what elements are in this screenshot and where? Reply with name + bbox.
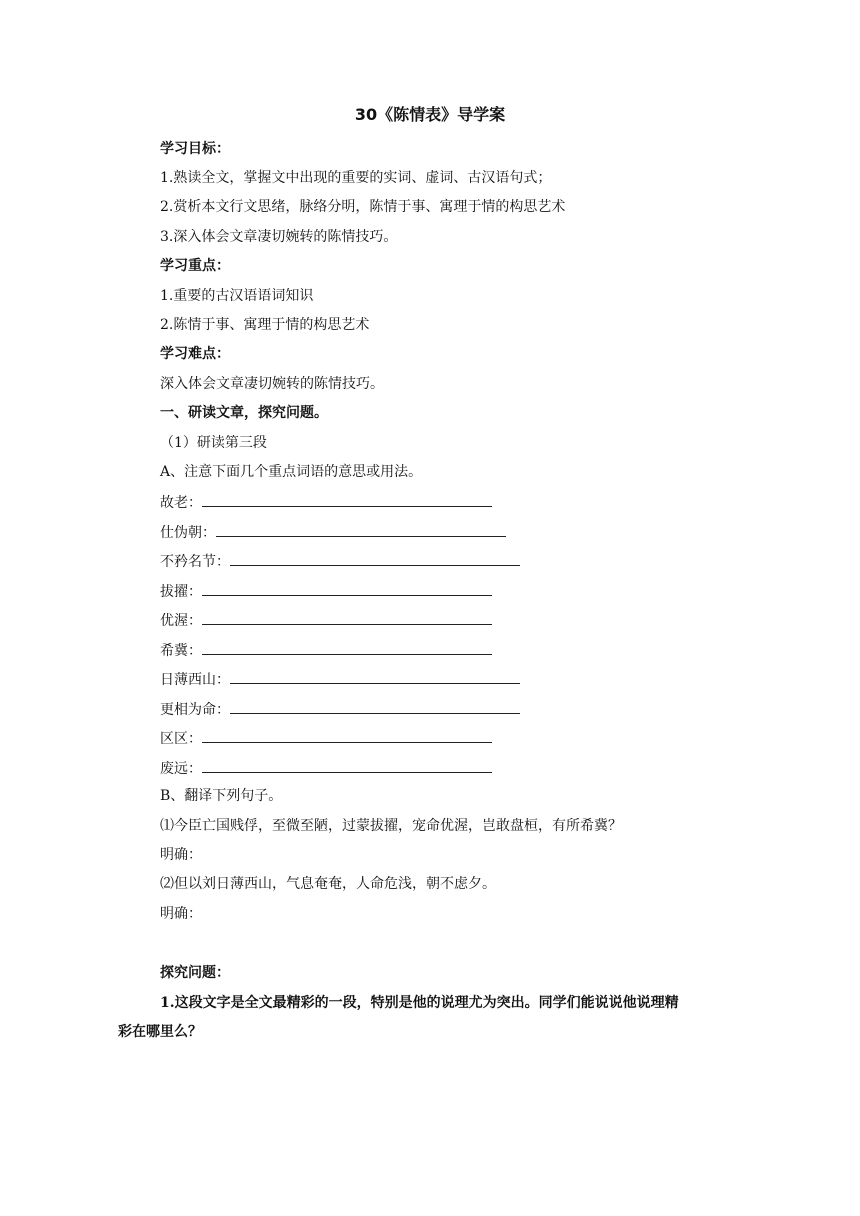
vocab-item — [160, 551, 520, 571]
vocab-item — [160, 522, 506, 542]
explore-heading: 探究问题： — [160, 965, 230, 981]
answer-blank[interactable] — [230, 551, 520, 566]
answer-blank[interactable] — [216, 522, 506, 537]
vocab-label: 区区： — [160, 731, 202, 747]
vocab-item — [160, 640, 492, 660]
vocab-item — [160, 669, 520, 689]
vocab-label: 更相为命： — [160, 702, 230, 718]
vocab-label: 日薄西山： — [160, 672, 230, 688]
part-a-instruction: A、注意下面几个重点词语的意思或用法。 — [160, 464, 423, 480]
page-title: 30《陈情表》导学案 — [354, 105, 506, 124]
vocab-label: 优渥： — [160, 613, 202, 629]
objective-3: 3.深入体会文章凄切婉转的陈情技巧。 — [160, 229, 398, 245]
answer-blank[interactable] — [202, 728, 492, 743]
vocab-label: 希冀： — [160, 643, 202, 659]
answer-blank[interactable] — [202, 581, 492, 596]
vocab-label: 废远： — [160, 761, 202, 777]
vocab-label: 拔擢： — [160, 584, 202, 600]
part-b-instruction: B、翻译下列句子。 — [160, 788, 283, 804]
vocab-label: 仕伪朝： — [160, 525, 216, 541]
question-1-line-2: 彩在哪里么？ — [118, 1024, 202, 1040]
answer-blank[interactable] — [202, 610, 492, 625]
objectives-heading: 学习目标： — [160, 141, 230, 157]
vocab-item — [160, 581, 492, 601]
vocab-item — [160, 492, 492, 512]
subsection-heading: （1）研读第三段 — [160, 435, 267, 451]
difficulty-text: 深入体会文章凄切婉转的陈情技巧。 — [160, 376, 384, 392]
answer-blank[interactable] — [230, 699, 520, 714]
answer-blank[interactable] — [202, 758, 492, 773]
sentence-1: ⑴今臣亡国贱俘，至微至陋，过蒙拔擢，宠命优渥，岂敢盘桓，有所希冀？ — [160, 818, 622, 834]
objective-2: 2.赏析本文行文思绪，脉络分明，陈情于事、寓理于情的构思艺术 — [160, 199, 566, 215]
vocab-item — [160, 610, 492, 630]
answer-blank[interactable] — [202, 640, 492, 655]
vocab-item — [160, 758, 492, 778]
key-points-heading: 学习重点： — [160, 258, 230, 274]
vocab-label: 故老： — [160, 495, 202, 511]
vocab-label: 不矜名节： — [160, 554, 230, 570]
vocab-item — [160, 699, 520, 719]
answer-2-label: 明确： — [160, 906, 202, 922]
section1-heading: 一、研读文章，探究问题。 — [160, 405, 328, 421]
key-point-1: 1.重要的古汉语语词知识 — [160, 288, 314, 304]
sentence-2: ⑵但以刘日薄西山，气息奄奄，人命危浅，朝不虑夕。 — [160, 876, 496, 892]
answer-blank[interactable] — [202, 492, 492, 507]
vocab-item — [160, 728, 492, 748]
answer-blank[interactable] — [230, 669, 520, 684]
objective-1: 1.熟读全文，掌握文中出现的重要的实词、虚词、古汉语句式； — [160, 170, 552, 186]
answer-1-label: 明确： — [160, 847, 202, 863]
question-1-line-1: 1.这段文字是全文最精彩的一段，特别是他的说理尤为突出。同学们能说说他说理精 — [160, 995, 679, 1011]
difficulties-heading: 学习难点： — [160, 346, 230, 362]
key-point-2: 2.陈情于事、寓理于情的构思艺术 — [160, 317, 370, 333]
